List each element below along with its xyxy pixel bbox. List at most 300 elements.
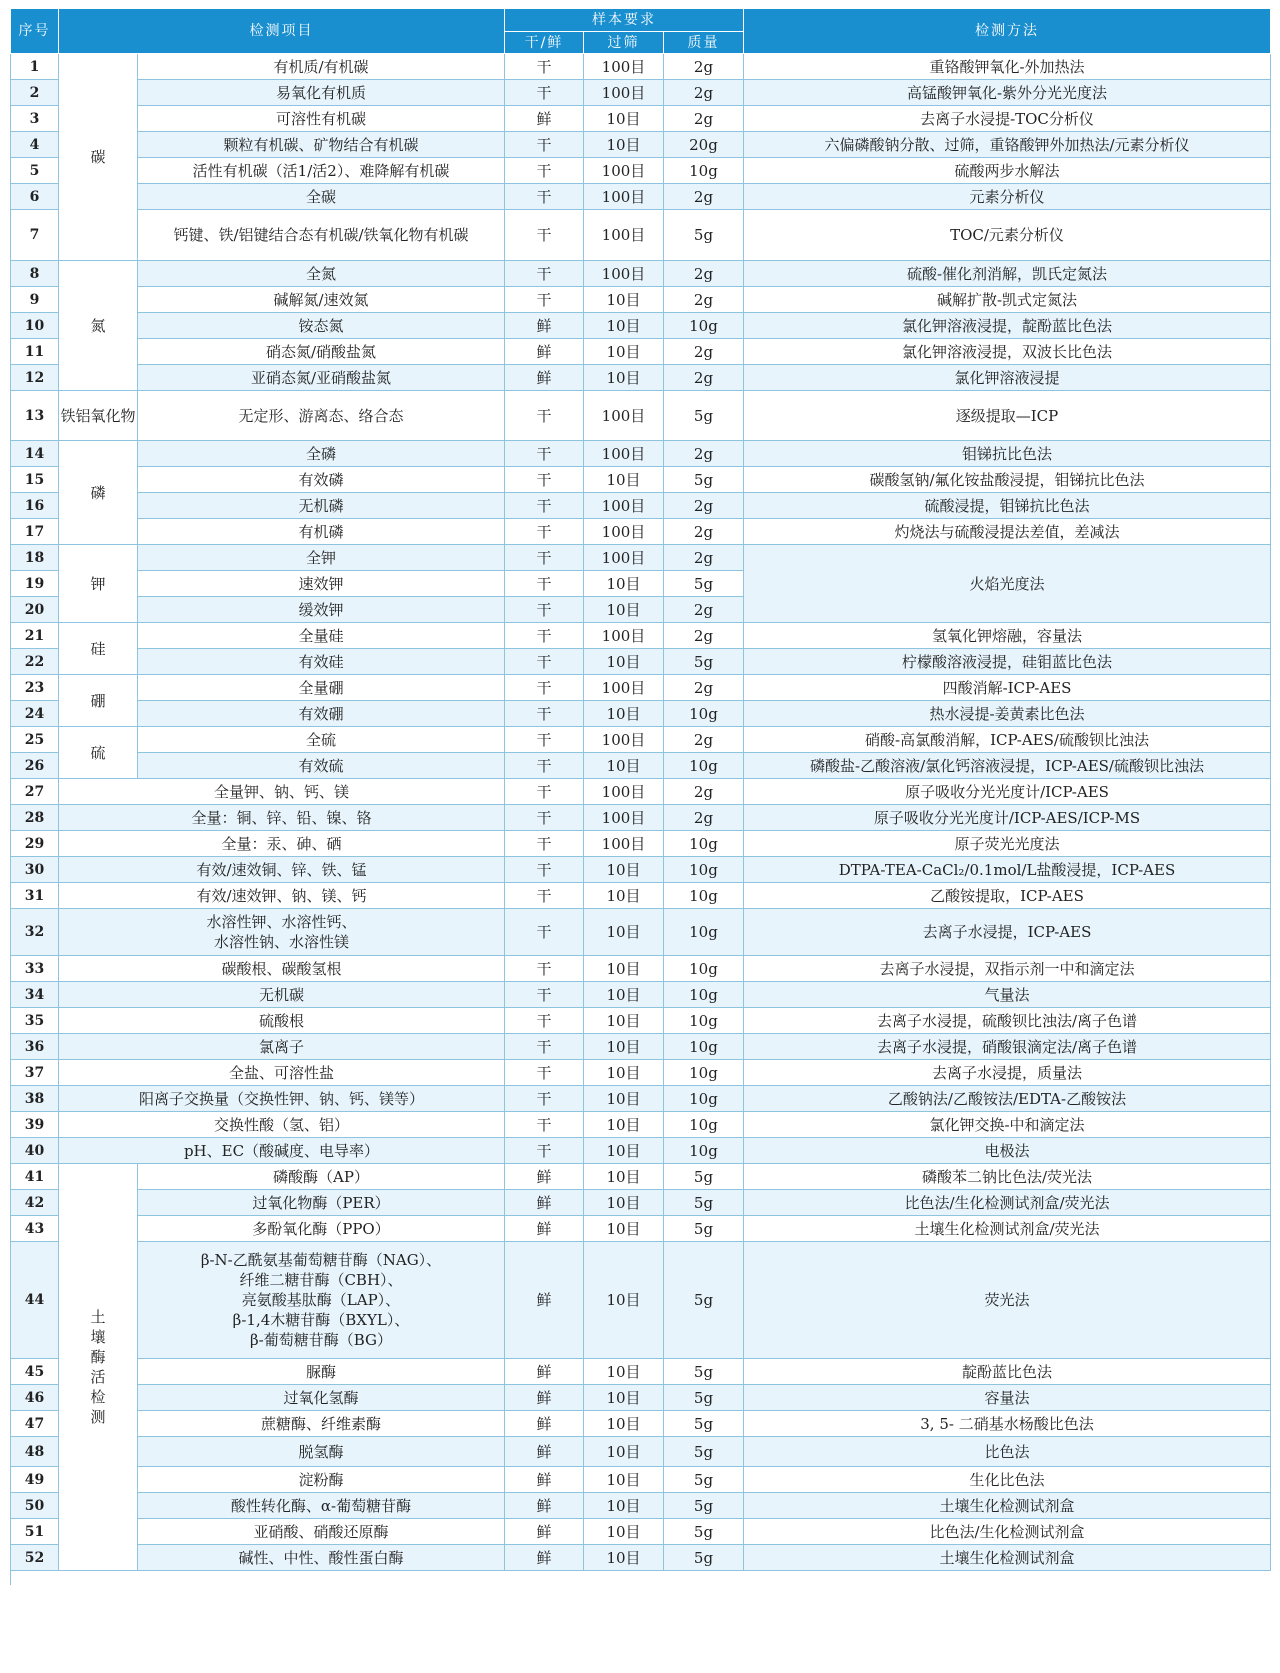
dry-fresh-cell: 干: [505, 80, 584, 106]
table-row: [11, 675, 1271, 701]
table-row: [11, 805, 1271, 831]
row-index: 18: [11, 545, 59, 571]
table-row: [11, 779, 1271, 805]
row-index: 35: [11, 1008, 59, 1034]
dry-fresh-cell: 干: [505, 753, 584, 779]
sieve-cell: 10目: [584, 1034, 664, 1060]
table-row: [11, 1242, 1271, 1359]
dry-fresh-cell: 鲜: [505, 1385, 584, 1411]
dry-fresh-cell: 干: [505, 158, 584, 184]
table-row: [11, 1359, 1271, 1385]
table-row: [11, 1411, 1271, 1437]
method-cell: 硫酸浸提，钼锑抗比色法: [744, 493, 1271, 519]
dry-fresh-cell: 干: [505, 467, 584, 493]
table-row: [11, 1493, 1271, 1519]
sieve-cell: 100目: [584, 80, 664, 106]
sieve-cell: 10目: [584, 365, 664, 391]
test-item: 脲酶: [138, 1359, 505, 1385]
table-header: [11, 9, 1271, 54]
sieve-cell: 10目: [584, 132, 664, 158]
table-row: [11, 909, 1271, 956]
test-item: 多酚氧化酶（PPO）: [138, 1216, 505, 1242]
row-index: 44: [11, 1242, 59, 1359]
row-index: 31: [11, 883, 59, 909]
mass-cell: 2g: [664, 54, 744, 80]
method-cell: 灼烧法与硫酸浸提法差值，差减法: [744, 519, 1271, 545]
mass-cell: 2g: [664, 287, 744, 313]
test-item: 全盐、可溶性盐: [59, 1060, 505, 1086]
sieve-cell: 10目: [584, 106, 664, 132]
row-index: 36: [11, 1034, 59, 1060]
dry-fresh-cell: 干: [505, 623, 584, 649]
table-row: [11, 883, 1271, 909]
method-cell: 六偏磷酸钠分散、过筛，重铬酸钾外加热法/元素分析仪: [744, 132, 1271, 158]
method-cell: 重铬酸钾氧化-外加热法: [744, 54, 1271, 80]
row-index: 4: [11, 132, 59, 158]
test-item: 颗粒有机碳、矿物结合有机碳: [138, 132, 505, 158]
method-cell: 火焰光度法: [744, 545, 1271, 623]
sieve-cell: 100目: [584, 623, 664, 649]
dry-fresh-cell: 鲜: [505, 1545, 584, 1571]
method-cell: 荧光法: [744, 1242, 1271, 1359]
sieve-cell: 100目: [584, 261, 664, 287]
test-item: 硝态氮/硝酸盐氮: [138, 339, 505, 365]
dry-fresh-cell: 鲜: [505, 365, 584, 391]
mass-cell: 5g: [664, 1359, 744, 1385]
table-row: [11, 106, 1271, 132]
test-item: 有效硼: [138, 701, 505, 727]
mass-cell: 10g: [664, 1086, 744, 1112]
test-item: 碱性、中性、酸性蛋白酶: [138, 1545, 505, 1571]
test-item: 全氮: [138, 261, 505, 287]
table-row: [11, 1164, 1271, 1190]
table-row: [11, 132, 1271, 158]
method-cell: 逐级提取—ICP: [744, 391, 1271, 441]
method-cell: 钼锑抗比色法: [744, 441, 1271, 467]
sieve-cell: 10目: [584, 701, 664, 727]
row-index: 23: [11, 675, 59, 701]
method-cell: 原子吸收分光光度计/ICP-AES/ICP-MS: [744, 805, 1271, 831]
dry-fresh-cell: 鲜: [505, 1242, 584, 1359]
row-index: 8: [11, 261, 59, 287]
sieve-cell: 100目: [584, 727, 664, 753]
test-item: 全量硼: [138, 675, 505, 701]
row-index: 42: [11, 1190, 59, 1216]
mass-cell: 10g: [664, 909, 744, 956]
row-index: 32: [11, 909, 59, 956]
test-item: 全钾: [138, 545, 505, 571]
method-cell: 碱解扩散-凯式定氮法: [744, 287, 1271, 313]
test-item: 全碳: [138, 184, 505, 210]
method-cell: 氯化钾交换-中和滴定法: [744, 1112, 1271, 1138]
test-item: 无定形、游离态、络合态: [138, 391, 505, 441]
mass-cell: 5g: [664, 1411, 744, 1437]
table-row: [11, 956, 1271, 982]
table-row: [11, 1138, 1271, 1164]
mass-cell: 10g: [664, 1008, 744, 1034]
dry-fresh-cell: 干: [505, 571, 584, 597]
dry-fresh-cell: 干: [505, 883, 584, 909]
row-index: 48: [11, 1437, 59, 1467]
dry-fresh-cell: 干: [505, 857, 584, 883]
row-index: 6: [11, 184, 59, 210]
method-cell: 电极法: [744, 1138, 1271, 1164]
sieve-cell: 10目: [584, 1060, 664, 1086]
test-item: 交换性酸（氢、铝）: [59, 1112, 505, 1138]
method-cell: 磷酸盐-乙酸溶液/氯化钙溶液浸提，ICP-AES/硫酸钡比浊法: [744, 753, 1271, 779]
row-index: 37: [11, 1060, 59, 1086]
mass-cell: 10g: [664, 831, 744, 857]
table-row: [11, 210, 1271, 261]
row-index: 1: [11, 54, 59, 80]
method-cell: 气量法: [744, 982, 1271, 1008]
table-row: [11, 857, 1271, 883]
mass-cell: 5g: [664, 649, 744, 675]
row-index: 2: [11, 80, 59, 106]
test-items-table-container: [10, 8, 1271, 1585]
table-continuation-row: [11, 1571, 1271, 1585]
mass-cell: 2g: [664, 545, 744, 571]
header-method: 检测方法: [744, 9, 1271, 54]
method-cell: 氯化钾溶液浸提，靛酚蓝比色法: [744, 313, 1271, 339]
test-item: 脱氢酶: [138, 1437, 505, 1467]
method-cell: 原子吸收分光光度计/ICP-AES: [744, 779, 1271, 805]
row-index: 46: [11, 1385, 59, 1411]
method-cell: 氢氧化钾熔融，容量法: [744, 623, 1271, 649]
test-item: 活性有机碳（活1/活2）、难降解有机碳: [138, 158, 505, 184]
sieve-cell: 10目: [584, 1411, 664, 1437]
test-item: 无机碳: [59, 982, 505, 1008]
method-cell: 四酸消解-ICP-AES: [744, 675, 1271, 701]
method-cell: TOC/元素分析仪: [744, 210, 1271, 261]
test-item: 无机磷: [138, 493, 505, 519]
row-index: 39: [11, 1112, 59, 1138]
category-nitrogen: 氮: [59, 261, 138, 391]
sieve-cell: 10目: [584, 313, 664, 339]
method-cell: 土壤生化检测试剂盒: [744, 1545, 1271, 1571]
method-cell: 土壤生化检测试剂盒: [744, 1493, 1271, 1519]
test-item: 全硫: [138, 727, 505, 753]
method-cell: 硫酸两步水解法: [744, 158, 1271, 184]
sieve-cell: 10目: [584, 1138, 664, 1164]
dry-fresh-cell: 干: [505, 287, 584, 313]
dry-fresh-cell: 干: [505, 132, 584, 158]
row-index: 21: [11, 623, 59, 649]
test-item: 全量钾、钠、钙、镁: [59, 779, 505, 805]
header-sample-requirement: 样本要求: [505, 9, 744, 32]
category-feal: 铁铝氧化物: [59, 391, 138, 441]
sieve-cell: 100目: [584, 210, 664, 261]
dry-fresh-cell: 干: [505, 982, 584, 1008]
mass-cell: 10g: [664, 1138, 744, 1164]
sieve-cell: 100目: [584, 184, 664, 210]
dry-fresh-cell: 干: [505, 493, 584, 519]
dry-fresh-cell: 鲜: [505, 106, 584, 132]
row-index: 27: [11, 779, 59, 805]
dry-fresh-cell: 干: [505, 1086, 584, 1112]
mass-cell: 20g: [664, 132, 744, 158]
table-row: [11, 441, 1271, 467]
mass-cell: 2g: [664, 727, 744, 753]
mass-cell: 5g: [664, 1216, 744, 1242]
table-row: [11, 1086, 1271, 1112]
test-item: β-N-乙酰氨基葡萄糖苷酶（NAG）、 纤维二糖苷酶（CBH）、 亮氨酸基肽酶（LAP）、 β-1,4木糖苷酶（BXYL）、 β-葡萄糖苷酶（BG）: [138, 1242, 505, 1359]
method-cell: 热水浸提-姜黄素比色法: [744, 701, 1271, 727]
table-row: [11, 80, 1271, 106]
method-cell: 比色法: [744, 1437, 1271, 1467]
method-cell: 氯化钾溶液浸提: [744, 365, 1271, 391]
sieve-cell: 10目: [584, 1086, 664, 1112]
dry-fresh-cell: 鲜: [505, 339, 584, 365]
method-cell: 去离子水浸提，硫酸钡比浊法/离子色谱: [744, 1008, 1271, 1034]
method-cell: 乙酸铵提取，ICP-AES: [744, 883, 1271, 909]
method-cell: 去离子水浸提，双指示剂一中和滴定法: [744, 956, 1271, 982]
table-row: [11, 158, 1271, 184]
test-item: 磷酸酶（AP）: [138, 1164, 505, 1190]
table-row: [11, 1060, 1271, 1086]
dry-fresh-cell: 鲜: [505, 1216, 584, 1242]
table-row: [11, 287, 1271, 313]
sieve-cell: 10目: [584, 1242, 664, 1359]
table-row: [11, 831, 1271, 857]
row-index: 20: [11, 597, 59, 623]
sieve-cell: 10目: [584, 1164, 664, 1190]
dry-fresh-cell: 干: [505, 1112, 584, 1138]
row-index: 26: [11, 753, 59, 779]
mass-cell: 5g: [664, 1164, 744, 1190]
dry-fresh-cell: 鲜: [505, 1437, 584, 1467]
row-index: 17: [11, 519, 59, 545]
sieve-cell: 10目: [584, 883, 664, 909]
dry-fresh-cell: 干: [505, 675, 584, 701]
sieve-cell: 100目: [584, 441, 664, 467]
sieve-cell: 10目: [584, 339, 664, 365]
test-item: 缓效钾: [138, 597, 505, 623]
dry-fresh-cell: 干: [505, 1034, 584, 1060]
table-row: [11, 493, 1271, 519]
header-dry-fresh: 干/鲜: [505, 32, 584, 54]
mass-cell: 2g: [664, 805, 744, 831]
table-row: [11, 1112, 1271, 1138]
table-row: [11, 545, 1271, 571]
test-item: 过氧化物酶（PER）: [138, 1190, 505, 1216]
header-sieve: 过筛: [584, 32, 664, 54]
table-row: [11, 1437, 1271, 1467]
mass-cell: 2g: [664, 106, 744, 132]
mass-cell: 5g: [664, 1242, 744, 1359]
header-mass: 质量: [664, 32, 744, 54]
mass-cell: 5g: [664, 467, 744, 493]
method-cell: 去离子水浸提，ICP-AES: [744, 909, 1271, 956]
test-item: 水溶性钾、水溶性钙、 水溶性钠、水溶性镁: [59, 909, 505, 956]
table-row: [11, 1034, 1271, 1060]
table-row: [11, 184, 1271, 210]
mass-cell: 2g: [664, 519, 744, 545]
dry-fresh-cell: 干: [505, 54, 584, 80]
dry-fresh-cell: 鲜: [505, 1519, 584, 1545]
sieve-cell: 100目: [584, 519, 664, 545]
table-body: [11, 54, 1271, 1585]
sieve-cell: 100目: [584, 158, 664, 184]
dry-fresh-cell: 干: [505, 261, 584, 287]
method-cell: 去离子水浸提，硝酸银滴定法/离子色谱: [744, 1034, 1271, 1060]
test-items-table: [10, 8, 1271, 1585]
dry-fresh-cell: 干: [505, 831, 584, 857]
sieve-cell: 10目: [584, 467, 664, 493]
sieve-cell: 10目: [584, 287, 664, 313]
table-row: [11, 391, 1271, 441]
sieve-cell: 100目: [584, 779, 664, 805]
sieve-cell: 10目: [584, 857, 664, 883]
table-row: [11, 519, 1271, 545]
table-row: [11, 339, 1271, 365]
mass-cell: 5g: [664, 1493, 744, 1519]
table-row: [11, 982, 1271, 1008]
continuation-cell: [11, 1571, 1271, 1585]
dry-fresh-cell: 鲜: [505, 1411, 584, 1437]
mass-cell: 5g: [664, 391, 744, 441]
dry-fresh-cell: 干: [505, 956, 584, 982]
sieve-cell: 10目: [584, 1467, 664, 1493]
row-index: 51: [11, 1519, 59, 1545]
test-item: 有机质/有机碳: [138, 54, 505, 80]
sieve-cell: 100目: [584, 805, 664, 831]
table-row: [11, 365, 1271, 391]
sieve-cell: 10目: [584, 1493, 664, 1519]
sieve-cell: 100目: [584, 493, 664, 519]
dry-fresh-cell: 干: [505, 1060, 584, 1086]
dry-fresh-cell: 干: [505, 519, 584, 545]
mass-cell: 10g: [664, 956, 744, 982]
header-index: 序号: [11, 9, 59, 54]
row-index: 40: [11, 1138, 59, 1164]
dry-fresh-cell: 鲜: [505, 1493, 584, 1519]
test-item: 全量硅: [138, 623, 505, 649]
row-index: 29: [11, 831, 59, 857]
dry-fresh-cell: 干: [505, 649, 584, 675]
mass-cell: 5g: [664, 571, 744, 597]
row-index: 14: [11, 441, 59, 467]
test-item: 钙键、铁/铝键结合态有机碳/铁氧化物有机碳: [138, 210, 505, 261]
mass-cell: 2g: [664, 441, 744, 467]
test-item: 硫酸根: [59, 1008, 505, 1034]
method-cell: 硝酸-高氯酸消解，ICP-AES/硫酸钡比浊法: [744, 727, 1271, 753]
table-row: [11, 1467, 1271, 1493]
sieve-cell: 100目: [584, 545, 664, 571]
mass-cell: 2g: [664, 493, 744, 519]
dry-fresh-cell: 干: [505, 805, 584, 831]
method-cell: 去离子水浸提-TOC分析仪: [744, 106, 1271, 132]
row-index: 50: [11, 1493, 59, 1519]
table-row: [11, 313, 1271, 339]
mass-cell: 2g: [664, 597, 744, 623]
test-item: 速效钾: [138, 571, 505, 597]
test-item: 全量：铜、锌、铅、镍、铬: [59, 805, 505, 831]
dry-fresh-cell: 鲜: [505, 1359, 584, 1385]
category-carbon: 碳: [59, 54, 138, 261]
dry-fresh-cell: 干: [505, 597, 584, 623]
test-item: 有效硅: [138, 649, 505, 675]
method-cell: 元素分析仪: [744, 184, 1271, 210]
row-index: 24: [11, 701, 59, 727]
category-boron: 硼: [59, 675, 138, 727]
row-index: 5: [11, 158, 59, 184]
mass-cell: 10g: [664, 857, 744, 883]
table-row: [11, 701, 1271, 727]
method-cell: 容量法: [744, 1385, 1271, 1411]
dry-fresh-cell: 干: [505, 1138, 584, 1164]
test-item: 可溶性有机碳: [138, 106, 505, 132]
sieve-cell: 10目: [584, 1190, 664, 1216]
row-index: 16: [11, 493, 59, 519]
test-item: 亚硝酸、硝酸还原酶: [138, 1519, 505, 1545]
row-index: 19: [11, 571, 59, 597]
table-row: [11, 1519, 1271, 1545]
method-cell: 氯化钾溶液浸提，双波长比色法: [744, 339, 1271, 365]
row-index: 25: [11, 727, 59, 753]
test-item: 有机磷: [138, 519, 505, 545]
table-row: [11, 467, 1271, 493]
test-item: 易氧化有机质: [138, 80, 505, 106]
dry-fresh-cell: 干: [505, 727, 584, 753]
test-item: 蔗糖酶、纤维素酶: [138, 1411, 505, 1437]
sieve-cell: 10目: [584, 597, 664, 623]
method-cell: 乙酸钠法/乙酸铵法/EDTA-乙酸铵法: [744, 1086, 1271, 1112]
method-cell: 去离子水浸提，质量法: [744, 1060, 1271, 1086]
row-index: 30: [11, 857, 59, 883]
table-row: [11, 1216, 1271, 1242]
test-item: 有效/速效铜、锌、铁、锰: [59, 857, 505, 883]
sieve-cell: 100目: [584, 675, 664, 701]
row-index: 28: [11, 805, 59, 831]
sieve-cell: 10目: [584, 1216, 664, 1242]
row-index: 33: [11, 956, 59, 982]
sieve-cell: 10目: [584, 956, 664, 982]
dry-fresh-cell: 鲜: [505, 313, 584, 339]
method-cell: 3, 5- 二硝基水杨酸比色法: [744, 1411, 1271, 1437]
test-item: 过氧化氢酶: [138, 1385, 505, 1411]
sieve-cell: 10目: [584, 1545, 664, 1571]
method-cell: 磷酸苯二钠比色法/荧光法: [744, 1164, 1271, 1190]
sieve-cell: 100目: [584, 391, 664, 441]
table-row: [11, 623, 1271, 649]
table-row: [11, 727, 1271, 753]
test-item: 碳酸根、碳酸氢根: [59, 956, 505, 982]
dry-fresh-cell: 鲜: [505, 1467, 584, 1493]
dry-fresh-cell: 干: [505, 441, 584, 467]
mass-cell: 2g: [664, 184, 744, 210]
sieve-cell: 100目: [584, 54, 664, 80]
mass-cell: 10g: [664, 883, 744, 909]
test-item: 酸性转化酶、α-葡萄糖苷酶: [138, 1493, 505, 1519]
test-item: 淀粉酶: [138, 1467, 505, 1493]
row-index: 7: [11, 210, 59, 261]
category-silicon: 硅: [59, 623, 138, 675]
row-index: 13: [11, 391, 59, 441]
method-cell: 比色法/生化检测试剂盒/荧光法: [744, 1190, 1271, 1216]
dry-fresh-cell: 干: [505, 1008, 584, 1034]
dry-fresh-cell: 干: [505, 210, 584, 261]
header-item: 检测项目: [59, 9, 505, 54]
method-cell: 高锰酸钾氧化-紫外分光光度法: [744, 80, 1271, 106]
table-row: [11, 1545, 1271, 1571]
category-enzyme: 土 壤 酶 活 检 测: [59, 1164, 138, 1571]
table-row: [11, 649, 1271, 675]
mass-cell: 5g: [664, 1467, 744, 1493]
row-index: 22: [11, 649, 59, 675]
test-item: pH、EC（酸碱度、电导率）: [59, 1138, 505, 1164]
sieve-cell: 10目: [584, 1437, 664, 1467]
